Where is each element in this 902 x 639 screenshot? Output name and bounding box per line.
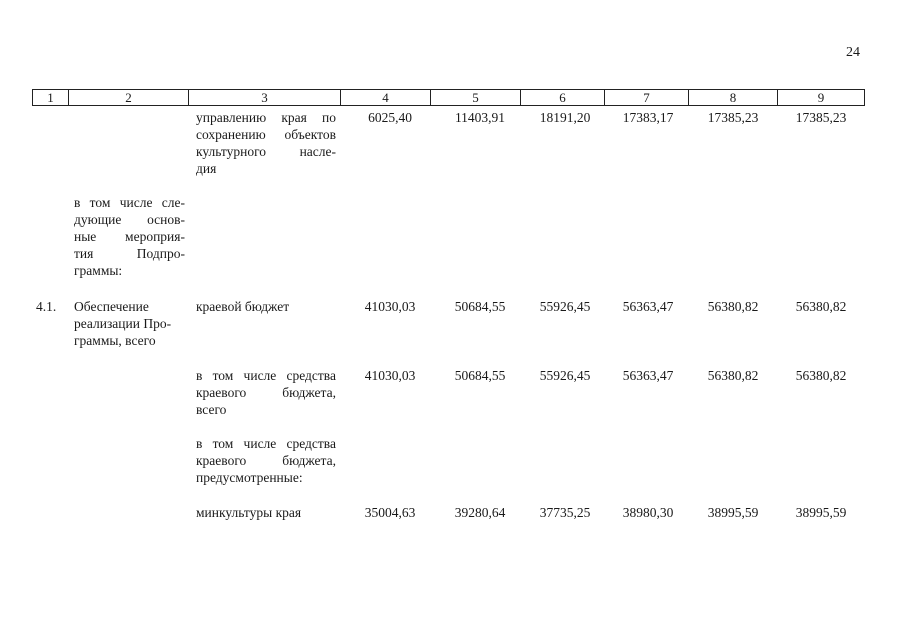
row-2-value-col4: 41030,03 [364,299,416,314]
row-2-value-col5: 50684,55 [454,299,506,314]
row-2-value-col6: 55926,45 [539,299,591,314]
text-line: дующие основ- [74,212,185,227]
text-line: культурного насле- [196,144,336,159]
column-header-6: 6 [521,90,605,106]
row-0-value-col6: 18191,20 [539,110,591,125]
column-header-5: 5 [431,90,521,106]
column-number-header [32,89,865,106]
text-line: тия Подпро- [74,246,185,261]
column-header-9: 9 [778,90,865,106]
text-line: реализации Про- [74,316,172,331]
text-line: в том числе средства [196,436,336,451]
text-line: граммы: [74,263,123,278]
row-3-value-col9: 56380,82 [795,368,847,383]
row-1-description [74,194,185,279]
row-5-value-col6: 37735,25 [539,505,591,520]
text-line: ные мероприя- [74,229,185,244]
text-line: Обеспечение [74,299,149,314]
row-3-value-col5: 50684,55 [454,368,506,383]
text-line: предусмотренные: [196,470,303,485]
row-0-source-text [196,109,336,177]
row-0-value-col7: 17383,17 [622,110,674,125]
header-row [33,90,865,106]
row-0-value-col9: 17385,23 [795,110,847,125]
row-5-value-col4: 35004,63 [364,505,416,520]
column-header-1: 1 [33,90,69,106]
row-3-value-col7: 56363,47 [622,368,674,383]
row-3-source-text [196,367,336,418]
row-0-value-col4: 6025,40 [368,110,412,125]
row-3-value-col8: 56380,82 [707,368,759,383]
text-line: в том числе средства [196,368,336,383]
column-header-2: 2 [69,90,189,106]
text-line: сохранению объектов [196,127,336,142]
text-line: краевой бюджет [196,299,290,314]
text-line: всего [196,402,227,417]
text-line: дия [196,161,217,176]
column-header-8: 8 [689,90,778,106]
row-2-source-text [196,298,336,315]
text-line: граммы, всего [74,333,156,348]
row-5-source-text [196,504,336,521]
row-2-value-col9: 56380,82 [795,299,847,314]
text-line: минкультуры края [196,505,302,520]
text-line: в том числе сле- [74,195,185,210]
column-header-4: 4 [341,90,431,106]
row-2-value-col7: 56363,47 [622,299,674,314]
row-2-value-col8: 56380,82 [707,299,759,314]
column-header-3: 3 [189,90,341,106]
row-0-value-col8: 17385,23 [707,110,759,125]
text-line: управлению края по [196,110,336,125]
row-0-value-col5: 11403,91 [454,110,506,125]
text-line: краевого бюджета, [196,453,336,468]
row-2-description [74,298,186,349]
row-5-value-col7: 38980,30 [622,505,674,520]
row-5-value-col8: 38995,59 [707,505,759,520]
row-2-number: 4.1. [36,299,57,314]
row-5-value-col5: 39280,64 [454,505,506,520]
text-line: краевого бюджета, [196,385,336,400]
row-3-value-col4: 41030,03 [364,368,416,383]
row-4-source-text [196,435,336,486]
column-header-7: 7 [605,90,689,106]
row-5-value-col9: 38995,59 [795,505,847,520]
page-number: 24 [846,45,860,60]
row-3-value-col6: 55926,45 [539,368,591,383]
